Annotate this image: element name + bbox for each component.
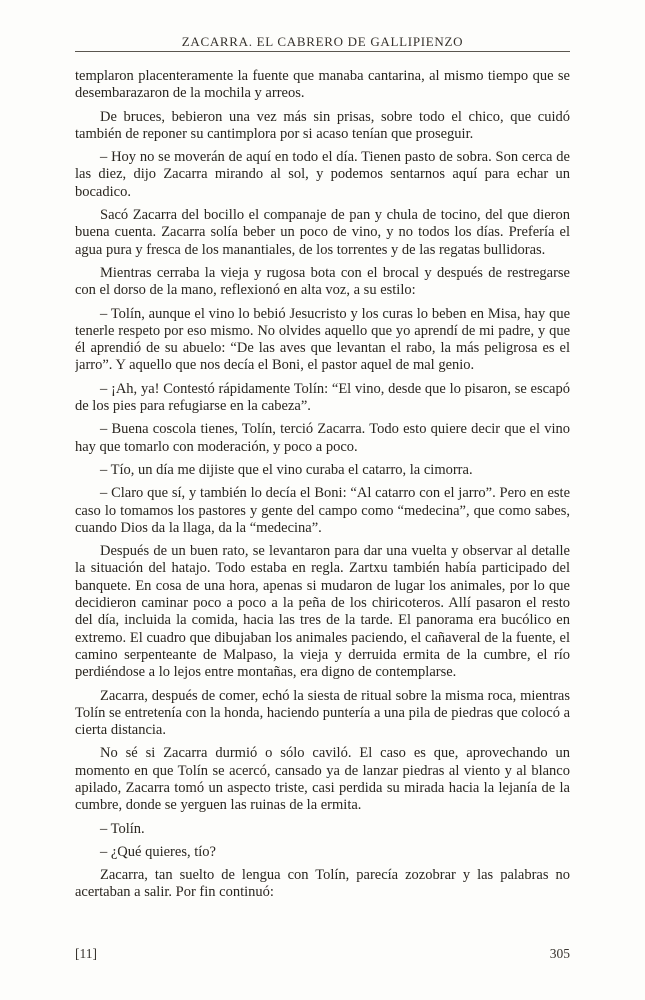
- running-header-title: ZACARRA. EL CABRERO DE GALLIPIENZO: [181, 34, 464, 49]
- body-text: [75, 68, 570, 940]
- paragraph: – Tío, un día me dijiste que el vino curaba el catarro, la cimorra.: [100, 461, 473, 478]
- paragraph: – Tolín.: [100, 820, 145, 837]
- paragraph: – Buena coscola tienes, Tolín, terció Zacarra. Todo esto quiere decir que el vino hay que tomarlo con moderación, y poco a poco.: [75, 421, 570, 455]
- paragraph: Sacó Zacarra del bocillo el companaje de pan y chula de tocino, del que dieron buena cuenta. Zacarra solía beber un poco de vino, y no todos los días. Prefería el agua pura y fresca de los manantiales, de los torrentes y de las regatas bullidoras.: [75, 207, 570, 258]
- paragraph: templaron placenteramente la fuente que manaba cantarina, al mismo tiempo que se desembarazaron de la mochila y arreos.: [75, 68, 570, 102]
- paragraph: – Tolín, aunque el vino lo bebió Jesucristo y los curas lo beben en Misa, hay que tenerle respeto por eso mismo. No olvides aquello que yo aprendí de mi padre, y que él aprendió de su abuelo: “De las aves que levantan el rabo, la más peligrosa es el jarro”. Y aquello que nos decía el Boni, el pastor aquel de mal genio.: [75, 305, 570, 374]
- paragraph: Zacarra, tan suelto de lengua con Tolín, parecía zozobrar y las palabras no acertaban a salir. Por fin continuó:: [75, 867, 570, 901]
- paragraph: De bruces, bebieron una vez más sin prisas, sobre todo el chico, que cuidó también de reponer su cantimplora por si acaso tenían que proseguir.: [75, 108, 570, 142]
- page-footer: [75, 946, 570, 962]
- footer-signature-mark: [11]: [75, 946, 97, 961]
- running-header: [75, 33, 570, 51]
- paragraph: – Claro que sí, y también lo decía el Boni: “Al catarro con el jarro”. Pero en este caso lo tomamos los pastores y gente del campo como “medecina”, que como sabes, cuando Dios da la llaga, da la “medecina”.: [75, 485, 570, 536]
- footer-page-number: 305: [549, 946, 570, 961]
- paragraph: Mientras cerraba la vieja y rugosa bota con el brocal y después de restregarse con el dorso de la mano, reflexionó en alta voz, a su estilo:: [75, 264, 570, 299]
- paragraph: Zacarra, después de comer, echó la siesta de ritual sobre la misma roca, mientras Tolín se entretenía con la honda, haciendo puntería a una pila de piedras que colocó a cierta distancia.: [75, 687, 570, 739]
- paragraph: – ¡Ah, ya! Contestó rápidamente Tolín: “El vino, desde que lo pisaron, se escapó de los pies para refugiarse en la cabeza”.: [75, 380, 570, 415]
- header-rule: [75, 51, 570, 52]
- paragraph: – Hoy no se moverán de aquí en todo el día. Tienen pasto de sobra. Son cerca de las diez, dijo Zacarra mirando al sol, y podemos sentarnos aquí para echar un bocadico.: [75, 149, 570, 200]
- paragraph: No sé si Zacarra durmió o sólo caviló. El caso es que, aprovechando un momento en que Tolín se acercó, cansado ya de lanzar piedras al viento y al blanco apilado, Zacarra tomó un aspecto triste, casi perdida su mirada hacia la lejanía de la cumbre, donde se yerguen las ruinas de la ermita.: [75, 745, 570, 814]
- paragraph: – ¿Qué quieres, tío?: [100, 843, 216, 860]
- paragraph: Después de un buen rato, se levantaron para dar una vuelta y observar al detalle la situación del hatajo. Todo estaba en regla. Zartxu también había participado del banquete. En cosa de una hora, apenas si mudaron de lugar los animales, por lo que decidieron caminar poco a poco a la peña de los chiricoteros. Allí pasaron el resto del día, incluida la comida, hacia las tres de la tarde. El panorama era bucólico en extremo. El cuadro que dibujaban los animales paciendo, el cañaveral de la fuente, el camino serpenteante de Malpaso, la vieja y derruida ermita de la cumbre, el río perdiéndose a lo lejos entre montañas, era digno de contemplarse.: [75, 543, 570, 681]
